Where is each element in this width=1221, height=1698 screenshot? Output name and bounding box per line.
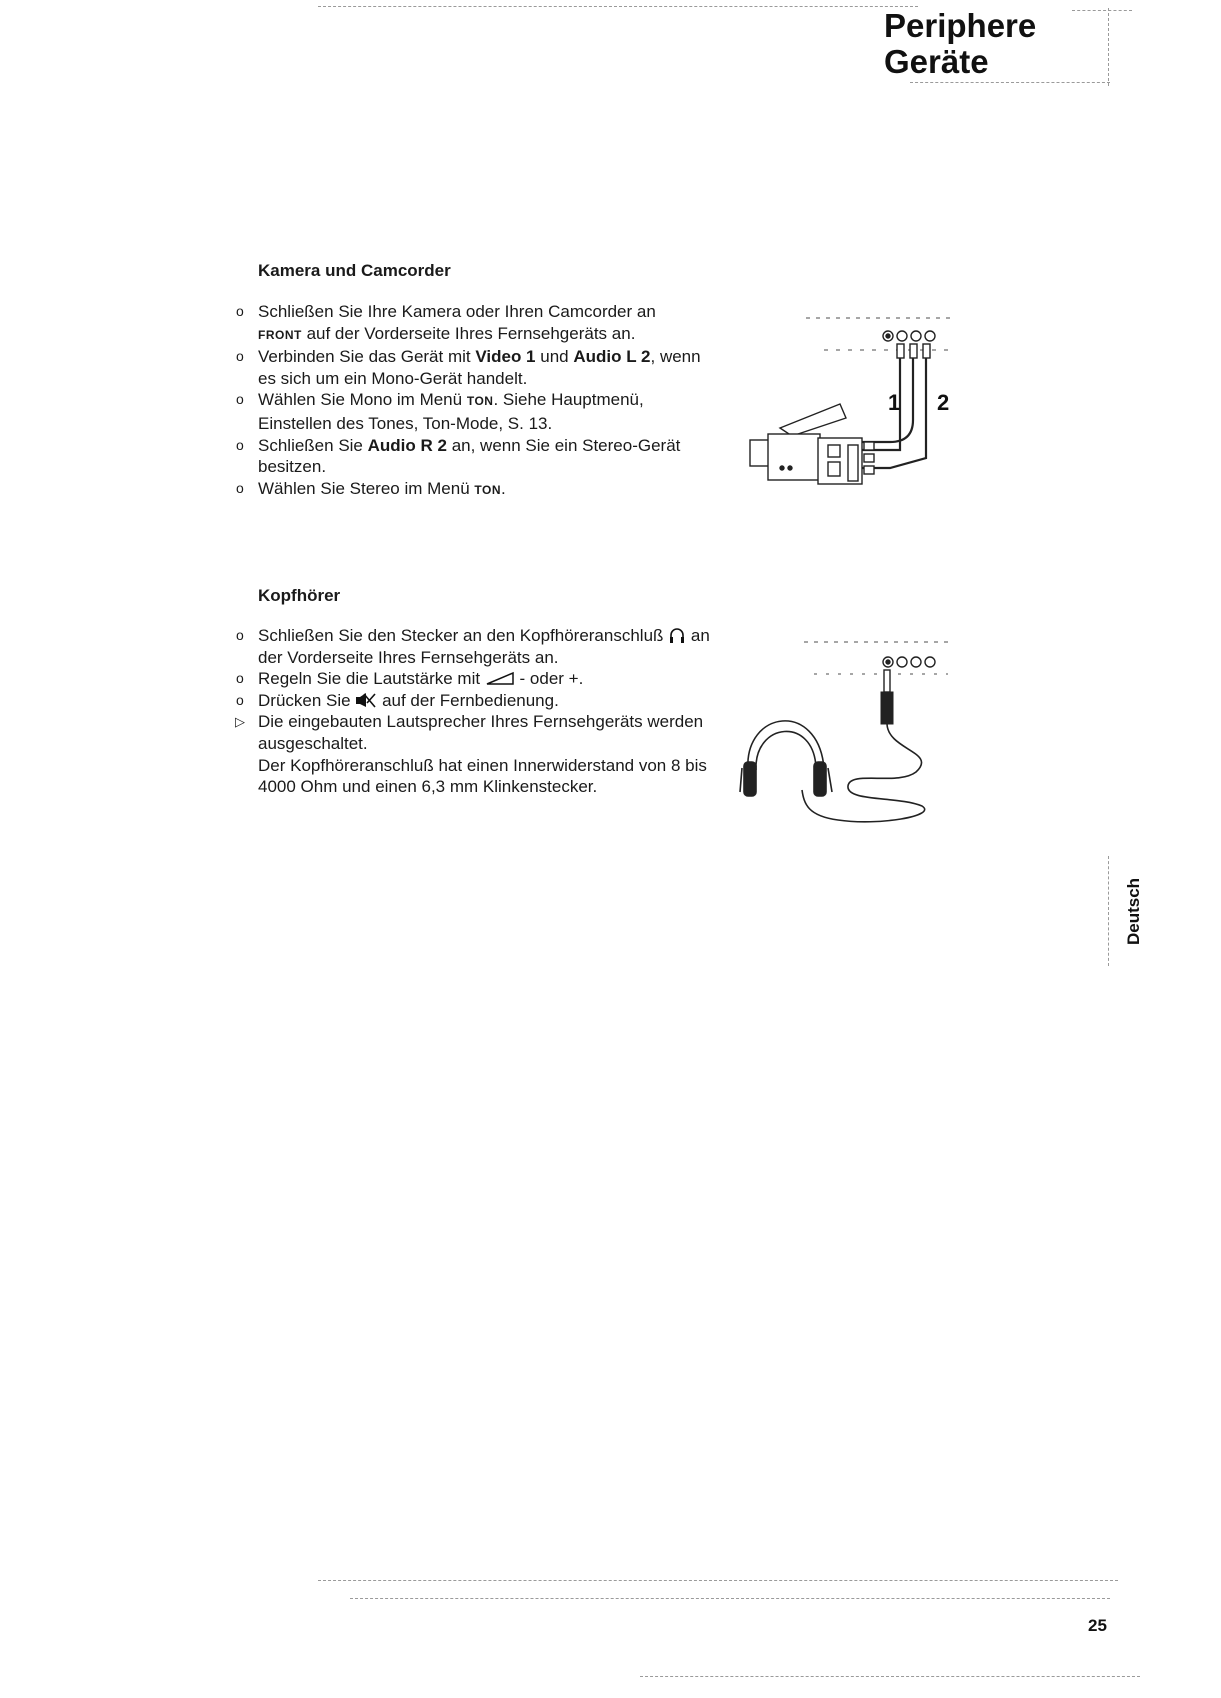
connection-label-2: 2 [937, 390, 950, 415]
list-bullet: o [236, 479, 244, 496]
page-title-line1: Periphere [884, 7, 1037, 44]
list-item: o Wählen Sie Mono im Menü TON. Siehe Hauptmenü, Einstellen des Tones, Ton-Mode, S. 13. [236, 390, 644, 433]
bottom-rule-2 [350, 1598, 1110, 1599]
result-arrow-icon: ▷ [235, 714, 245, 730]
title-underline [910, 82, 1110, 83]
list-bullet: o [236, 391, 244, 408]
page-number: 25 [1088, 1616, 1107, 1635]
list-bullet: o [236, 303, 244, 319]
list-item: o Verbinden Sie das Gerät mit Video 1 und Audio L 2, wenn es sich um ein Mono-Gerät handelt. [236, 347, 701, 388]
list-bullet: o [236, 348, 244, 365]
section-title-headphones: Kopfhörer [258, 586, 341, 605]
camcorder-drawing [750, 404, 874, 484]
page-title [884, 8, 1036, 80]
headphones-connection-figure [738, 630, 968, 830]
mute-icon [355, 691, 377, 709]
camcorder-connection-figure [740, 300, 970, 490]
list-bullet: o [236, 436, 244, 453]
camera-instructions [232, 301, 712, 501]
list-bullet: o [236, 670, 244, 687]
headphone-jack-icon [668, 626, 686, 644]
section-title-camera: Kamera und Camcorder [258, 261, 451, 280]
list-item: o Regeln Sie die Lautstärke mit - oder +. [236, 669, 584, 689]
top-rule-right [1072, 10, 1132, 11]
jack-plug [881, 670, 893, 724]
language-tab-label: Deutsch [1124, 877, 1143, 945]
list-item: o Drücken Sie auf der Fernbedienung. [236, 690, 559, 710]
list-bullet: o [236, 627, 244, 643]
top-rule [318, 6, 918, 7]
volume-icon [485, 671, 515, 685]
title-box-edge [1108, 8, 1109, 86]
page-title-line2: Geräte [884, 43, 989, 80]
list-item: o Schließen Sie Audio R 2 an, wenn Sie ein Stereo-Gerät besitzen. [236, 435, 681, 477]
bottom-rule-3 [640, 1676, 1140, 1677]
list-item: o Schließen Sie Ihre Kamera oder Ihren Camcorder an FRONT auf der Vorderseite Ihres Fernsehgeräts an. [236, 302, 656, 343]
bottom-rule [318, 1580, 1118, 1581]
list-item: o Wählen Sie Stereo im Menü TON. [236, 478, 506, 498]
connection-label-1: 1 [888, 390, 901, 415]
tv-front-panel [804, 642, 948, 674]
headphones-drawing [740, 721, 832, 796]
headphone-instructions [232, 625, 712, 798]
rca-plugs [897, 344, 930, 358]
list-item: o Schließen Sie den Stecker an den Kopfhöreranschluß an der Vorderseite Ihres Fernsehgeräts an. [236, 626, 710, 667]
list-bullet: o [236, 691, 244, 708]
list-item: ▷ Die eingebauten Lautsprecher Ihres Fernsehgeräts werden ausgeschaltet. Der Kopfhöreranschluß hat einen Innerwiderstand von 8 bis 4000 Ohm und einen 6,3 mm Klinkenstecker. [235, 712, 707, 797]
